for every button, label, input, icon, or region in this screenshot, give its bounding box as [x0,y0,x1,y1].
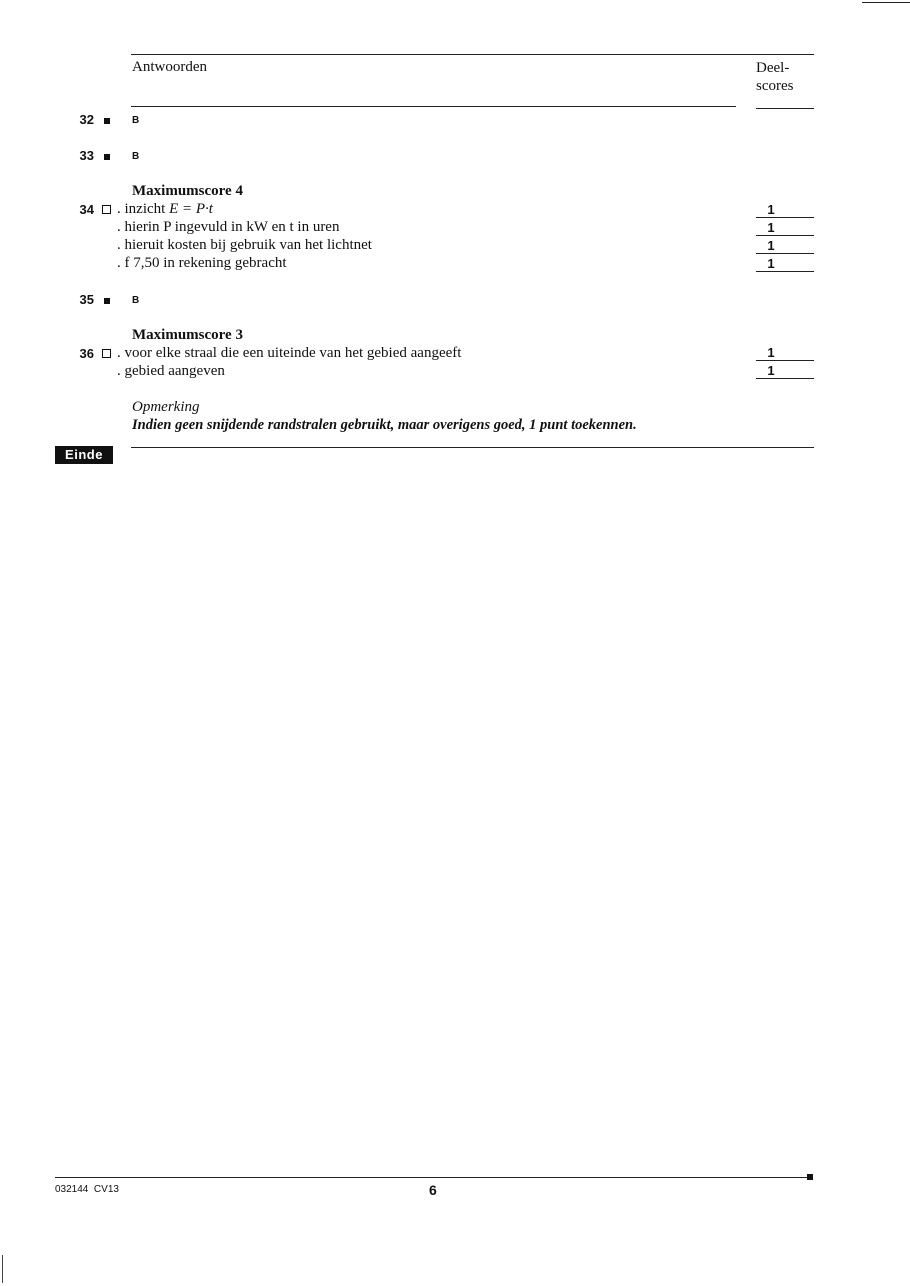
criterion-line: . voor elke straal die een uiteinde van het gebied aangeeft [117,345,462,361]
filled-square-icon [104,118,110,124]
partial-score: 1 [767,238,775,253]
max-score-heading: Maximumscore 4 [132,183,243,199]
end-badge: Einde [55,446,113,464]
criterion-line: . hieruit kosten bij gebruik van het lichtnet [117,237,372,253]
criterion-line: . inzicht E = P·t [117,201,213,217]
partial-score: 1 [767,256,775,271]
open-square-icon [102,205,111,214]
page-number: 6 [429,1182,437,1198]
criterion-line: . gebied aangeven [117,363,225,379]
score-rule [756,253,814,254]
end-rule [131,447,814,448]
remark-title: Opmerking [132,399,200,415]
header-top-rule [131,54,814,55]
criterion-line: . f 7,50 in rekening gebracht [117,255,287,271]
formula: E = P·t [169,201,213,217]
answer: B [132,115,140,126]
partial-score: 1 [767,345,775,360]
exam-code: 032144 CV13 [55,1184,119,1195]
header-bottom-rule [131,106,736,107]
corner-mark [862,2,910,3]
answers-heading: Antwoorden [132,59,207,75]
answer: B [132,151,140,162]
partial-score: 1 [767,220,775,235]
question-number: 33 [79,148,94,163]
filled-square-icon [104,154,110,160]
question-number: 34 [79,202,94,217]
footer-rule [55,1177,813,1178]
question-number: 36 [79,346,94,361]
footer-end-mark [807,1174,813,1180]
filled-square-icon [104,298,110,304]
question-number: 35 [79,292,94,307]
margin-mark [2,1255,3,1283]
score-rule [756,360,814,361]
partial-scores-heading: Deel- scores [756,60,794,94]
score-rule [756,378,814,379]
criterion-line: . hierin P ingevuld in kW en t in uren [117,219,340,235]
question-number: 32 [79,112,94,127]
partial-score: 1 [767,202,775,217]
score-rule [756,271,814,272]
max-score-heading: Maximumscore 3 [132,327,243,343]
score-rule [756,217,814,218]
answer: B [132,295,140,306]
score-rule [756,235,814,236]
open-square-icon [102,349,111,358]
remark-text: Indien geen snijdende randstralen gebruikt, maar overigens goed, 1 punt toekennen. [132,417,637,433]
partial-score: 1 [767,363,775,378]
score-header-rule [756,108,814,109]
